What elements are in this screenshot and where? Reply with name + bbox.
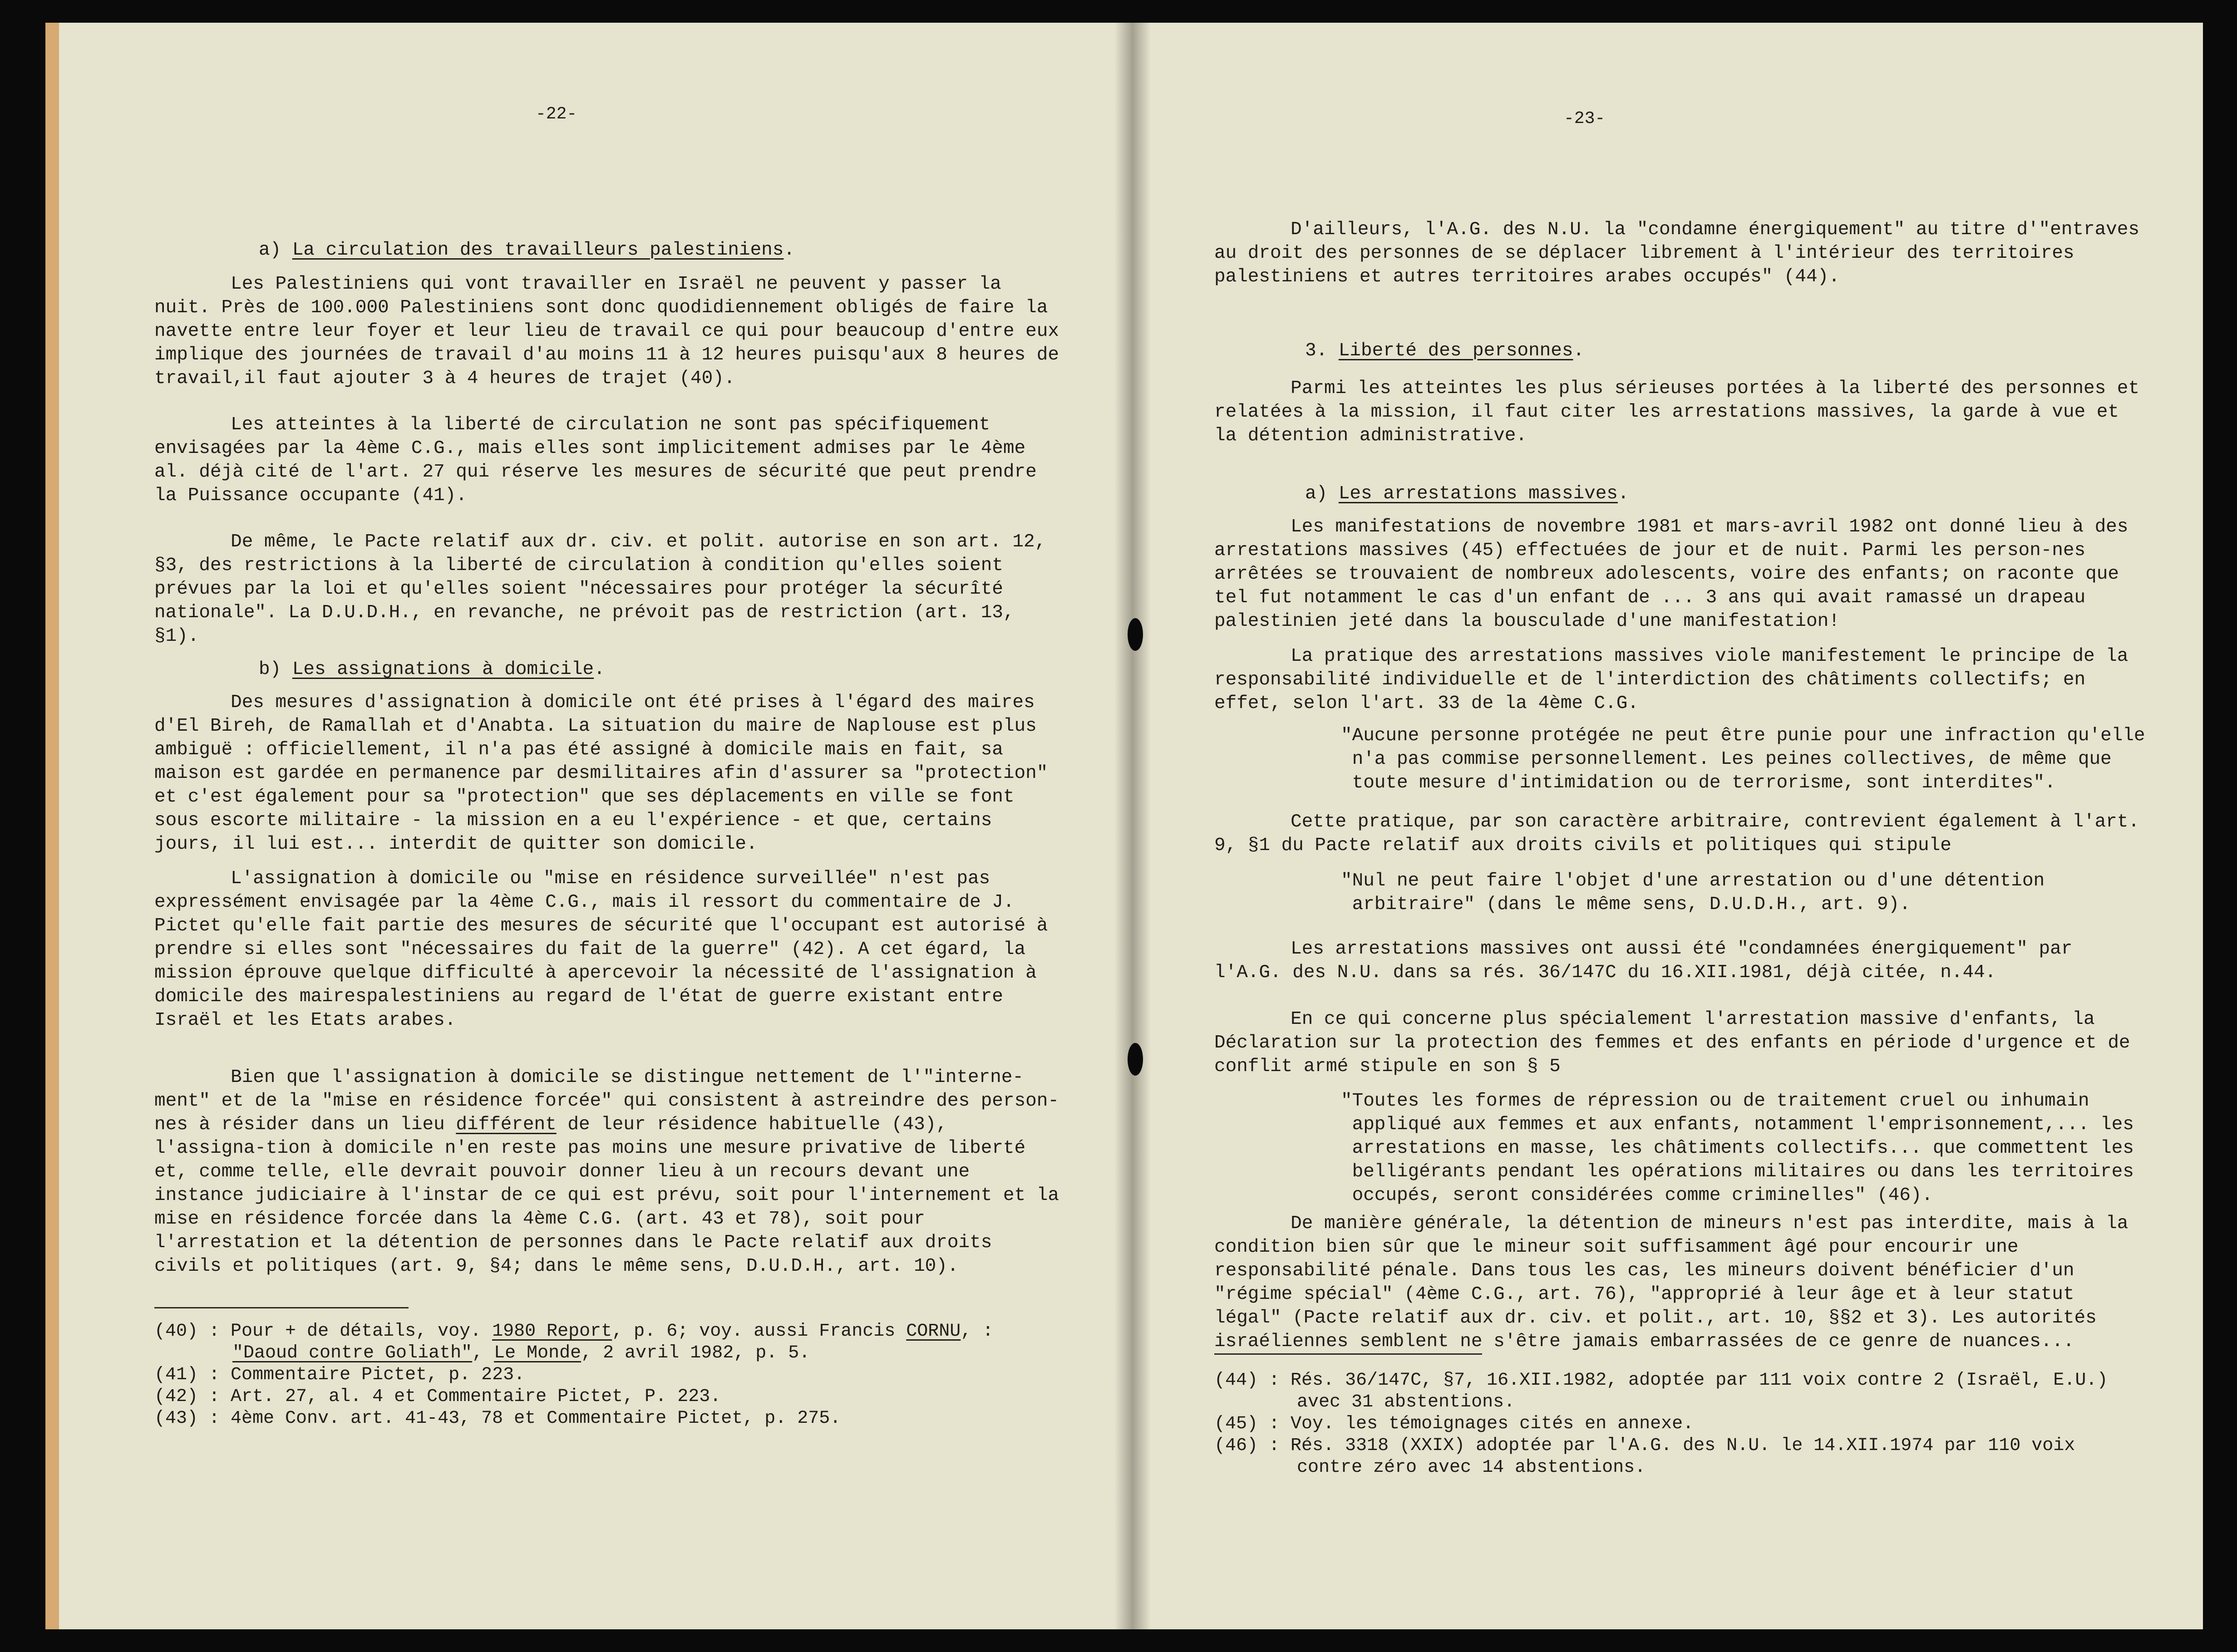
paragraph: De manière générale, la détention de mineurs n'est pas interdite, mais à la condition bien sûr que le mineur soit suffisamment âgé pour encourir une responsabilité pénale. Dans tous les cas, les mineurs doivent bénéficier d'un "régime spécial" (4ème C.G., art. 76), "approprié à leur âge et à leur statut légal" (Pacte relatif aux dr. civ. et polit., art. 10, §§2 et 3). Les autorités israéliennes semblent ne s'être jamais embarrassées de ce genre de nuances... [1214,1213,2129,1352]
punch-hole [1128,1043,1143,1076]
quotation: "Aucune personne protégée ne peut être punie pour une infraction qu'elle n'a pas commise personnellement. Les peines collectives, de même que toute mesure d'intimidation ou de terrorisme, sont interdites". [1341,725,2145,793]
quotation: "Toutes les formes de répression ou de traitement cruel ou inhumain appliqué aux femmes et aux enfants, notamment l'emprisonnement,... les arrestations en masse, les châtiments collectifs... que commettent les belligérants pendant les opérations militaires ou dans les territoires occupés, seront considérées comme criminelles" (46). [1341,1091,2134,1206]
footnote-divider [1214,1353,1482,1355]
paragraph: De même, le Pacte relatif aux dr. civ. et polit. autorise en son art. 12, §3, des restrictions à la liberté de circulation à condition qu'elles soient prévues par la loi et qu'elles soient "nécessaires pour protéger la sécurîté nationale". La D.U.D.H., en revanche, ne prévoit pas de restriction (art. 13, §1). [154,531,1046,647]
paragraph: Les manifestations de novembre 1981 et mars-avril 1982 ont donné lieu à des arrestations massives (45) effectuées de jour et de nuit. Parmi les person-nes arrêtées se trouvaient de nombreux adolescents, voire des enfants; on raconte que tel fut notamment le cas d'un enfant de ... 3 ans qui avait ramassé un drapeau palestinien jeté dans la bousculade d'une manifestation! [1214,516,2129,632]
footnote-42: (42) : Art. 27, al. 4 et Commentaire Pictet, P. 223. [154,1386,721,1407]
paragraph: Bien que l'assignation à domicile se distingue nettement de l'"interne-ment" et de la "mise en résidence forcée" qui consistent à astreindre des person-nes à résider dans un lieu différent de leur résidence habituelle (43), l'assigna-tion à domicile n'en reste pas moins une mesure privative de liberté et, comme telle, elle devrait pouvoir donner lieu à un recours devant une instance judiciaire à l'instar de ce qui est prévu, soit pour l'internement et la mise en résidence forcée dans la 4ème C.G. (art. 43 et 78), soit pour l'arrestation et la détention de personnes dans le Pacte relatif aux droits civils et politiques (art. 9, §4; dans le même sens, D.U.D.H., art. 10). [154,1067,1059,1277]
section-heading-b: b) Les assignations à domicile. [259,659,605,680]
paragraph: Les arrestations massives ont aussi été "condamnées énergiquement" par l'A.G. des N.U. dans sa rés. 36/147C du 16.XII.1981, déjà citée, n.44. [1214,939,2073,983]
footnote-divider [154,1307,409,1308]
section-heading-a: a) Les arrestations massives. [1305,483,1629,504]
section-heading-a: a) La circulation des travailleurs palestiniens. [259,240,795,261]
paragraph: La pratique des arrestations massives viole manifestement le principe de la responsabilité individuelle et de l'interdiction des châtiments collectifs; en effet, selon l'art. 33 de la 4ème C.G. [1214,646,2129,714]
right-page [1133,23,2203,1629]
paragraph: Parmi les atteintes les plus sérieuses portées à la liberté des personnes et relatées à la mission, il faut citer les arrestations massives, la garde à vue et la détention administrative. [1214,378,2139,446]
left-page [45,23,1133,1629]
footnote-46: (46) : Rés. 3318 (XXIX) adoptée par l'A.G. des N.U. le 14.XII.1974 par 110 voix [1214,1436,2075,1456]
footnote-46-continued: contre zéro avec 14 abstentions. [1297,1457,1646,1478]
paragraph: Les atteintes à la liberté de circulation ne sont pas spécifiquement envisagées par la 4ème C.G., mais elles sont implicitement admises par le 4ème al. déjà cité de l'art. 27 qui réserve les mesures de sécurité que peut prendre la Puissance occupante (41). [154,414,1037,506]
footnote-44-continued: avec 31 abstentions. [1297,1392,1515,1412]
paragraph: L'assignation à domicile ou "mise en résidence surveillée" n'est pas expressément envisagée par la 4ème C.G., mais il ressort du commentaire de J. Pictet qu'elle fait partie des mesures de sécurité que l'occupant est autorisé à prendre si elles sont "nécessaires du fait de la guerre" (42). A cet égard, la mission éprouve quelque difficulté à apercevoir la nécessité de l'assignation à domicile des mairespalestiniens au regard de l'état de guerre existant entre Israël et les Etats arabes. [154,868,1048,1031]
paragraph: Des mesures d'assignation à domicile ont été prises à l'égard des maires d'El Bireh, de Ramallah et d'Anabta. La situation du maire de Naplouse est plus ambiguë : officiellement, il n'a pas été assigné à domicile mais en fait, sa maison est gardée en permanence par desmilitaires afin d'assurer sa "protection" et c'est également pour sa "protection" que ses déplacements en ville se font sous escorte militaire - la mission en a eu l'expérience - et que, certains jours, il lui est... interdit de quitter son domicile. [154,692,1048,855]
footnote-43: (43) : 4ème Conv. art. 41-43, 78 et Commentaire Pictet, p. 275. [154,1408,841,1429]
paragraph: Les Palestiniens qui vont travailler en Israël ne peuvent y passer la nuit. Près de 100.000 Palestiniens sont donc quodidiennement obligés de faire la navette entre leur foyer et leur lieu de travail ce qui pour beaucoup d'entre eux implique des journées de travail d'au moins 11 à 12 heures puisqu'aux 8 heures de travail,il faut ajouter 3 à 4 heures de trajet (40). [154,274,1059,389]
paragraph: D'ailleurs, l'A.G. des N.U. la "condamne énergiquement" au titre d'"entraves au droit des personnes de se déplacer librement à l'intérieur des territoires palestiniens et autres territoires arabes occupés" (44). [1214,219,2139,287]
footnote-44: (44) : Rés. 36/147C, §7, 16.XII.1982, adoptée par 111 voix contre 2 (Israël, E.U.) [1214,1370,2108,1391]
footnote-40-continued: "Daoud contre Goliath", Le Monde, 2 avril 1982, p. 5. [232,1343,810,1363]
paragraph: Cette pratique, par son caractère arbitraire, contrevient également à l'art. 9, §1 du Pacte relatif aux droits civils et politiques qui stipule [1214,811,2139,856]
quotation: "Nul ne peut faire l'objet d'une arrestation ou d'une détention arbitraire" (dans le même sens, D.U.D.H., art. 9). [1341,870,2045,915]
footnote-45: (45) : Voy. les témoignages cités en annexe. [1214,1414,1694,1434]
paragraph: En ce qui concerne plus spécialement l'arrestation massive d'enfants, la Déclaration sur la protection des femmes et des enfants en période d'urgence et de conflit armé stipule en son § 5 [1214,1009,2130,1077]
footnote-41: (41) : Commentaire Pictet, p. 223. [154,1365,525,1385]
section-heading-3: 3. Liberté des personnes. [1305,340,1585,361]
footnote-40: (40) : Pour + de détails, voy. 1980 Report, p. 6; voy. aussi Francis CORNU, : [154,1321,994,1342]
page-number: -23- [1564,109,1606,128]
page-number: -22- [536,104,577,124]
punch-hole [1128,618,1143,651]
